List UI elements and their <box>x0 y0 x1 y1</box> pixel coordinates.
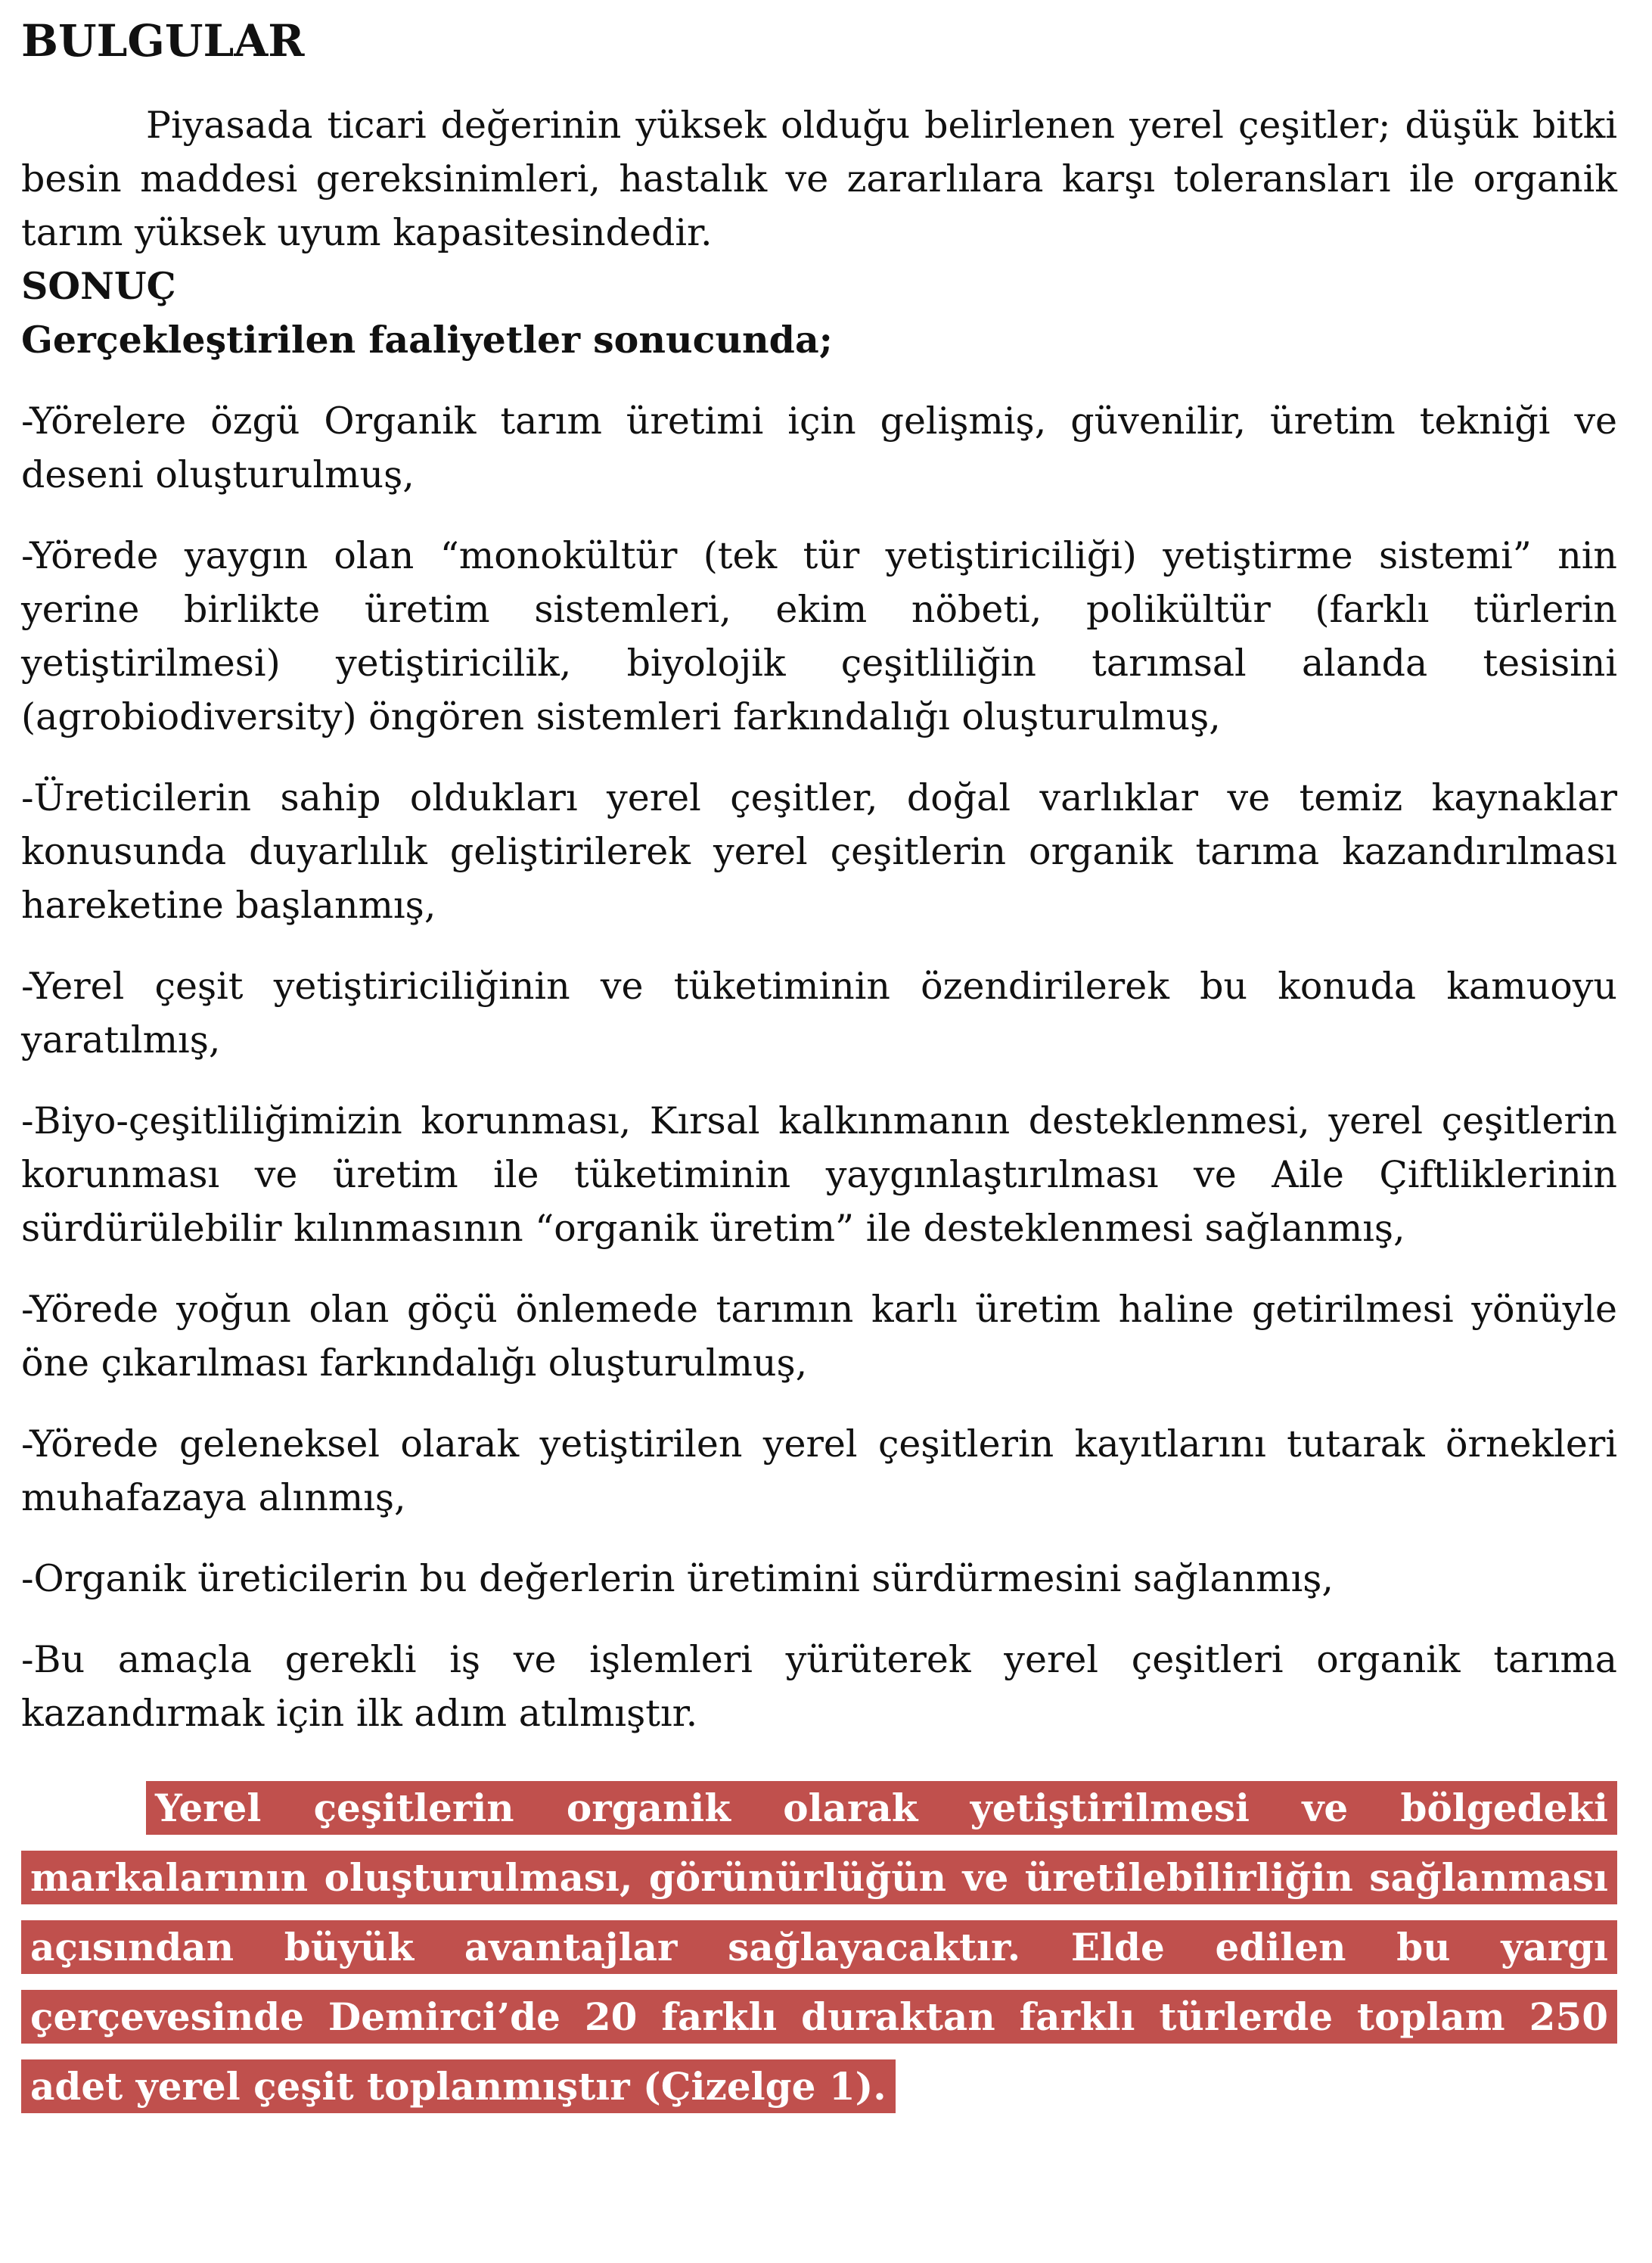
highlighted-paragraph-block <box>21 1773 1617 2122</box>
conclusion-item: -Yörede geleneksel olarak yetiştirilen yerel çeşitlerin kayıtlarını tutarak örnekleri muhafazaya alınmış, <box>21 1422 1617 1519</box>
conclusion-item: -Yörede yaygın olan “monokültür (tek tür yetiştiriciliği) yetiştirme sistemi” nin yerine birlikte üretim sistemleri, ekim nöbeti, polikültür (farklı türlerin yetiştirilmesi) yetiştiricilik, biyolojik çeşitliliğin tarımsal alanda tesisini (agrobiodiversity) öngören sistemleri farkındalığı oluşturulmuş, <box>21 534 1617 738</box>
conclusion-item: -Biyo-çeşitliliğimizin korunması, Kırsal kalkınmanın desteklenmesi, yerel çeşitlerin korunması ve üretim ile tüketiminin yaygınlaştırılması ve Aile Çiftliklerinin sürdürülebilir kılınmasının “organik üretim” ile desteklenmesi sağlanmış, <box>21 1099 1617 1250</box>
conclusion-intro: Gerçekleştirilen faaliyetler sonucunda; <box>21 318 833 362</box>
conclusion-item: -Yörelere özgü Organik tarım üretimi için gelişmiş, güvenilir, üretim tekniği ve deseni oluşturulmuş, <box>21 399 1617 496</box>
findings-heading: BULGULAR <box>21 15 305 67</box>
highlighted-paragraph: Yerel çeşitlerin organik olarak yetiştirilmesi ve bölgedeki markalarının oluşturulması, görünürlüğün ve üretilebilirliğin sağlanması açısından büyük avantajlar sağlayacaktır. Elde edilen bu yargı çerçevesinde Demirci’de 20 farklı duraktan farklı türlerde toplam 250 adet yerel çeşit toplanmıştır (Çizelge 1). <box>21 1781 1617 2113</box>
findings-paragraph: Piyasada ticari değerinin yüksek olduğu belirlenen yerel çeşitler; düşük bitki besin maddesi gereksinimleri, hastalık ve zararlılara karşı toleransları ile organik tarım yüksek uyum kapasitesindedir. <box>21 104 1617 254</box>
conclusion-item: -Yerel çeşit yetiştiriciliğinin ve tüketiminin özendirilerek bu konuda kamuoyu yaratılmış, <box>21 965 1617 1062</box>
conclusion-item: -Üreticilerin sahip oldukları yerel çeşitler, doğal varlıklar ve temiz kaynaklar konusunda duyarlılık geliştirilerek yerel çeşitlerin organik tarıma kazandırılması hareketine başlanmış, <box>21 776 1617 927</box>
conclusion-item: -Organik üreticilerin bu değerlerin üretimini sürdürmesini sağlanmış, <box>21 1557 1334 1600</box>
conclusion-item: -Bu amaçla gerekli iş ve işlemleri yürüterek yerel çeşitleri organik tarıma kazandırmak için ilk adım atılmıştır. <box>21 1638 1617 1735</box>
conclusion-heading: SONUÇ <box>21 264 176 308</box>
conclusion-item: -Yörede yoğun olan göçü önlemede tarımın karlı üretim haline getirilmesi yönüyle öne çıkarılması farkındalığı oluşturulmuş, <box>21 1288 1617 1385</box>
document-page <box>21 14 1617 2159</box>
